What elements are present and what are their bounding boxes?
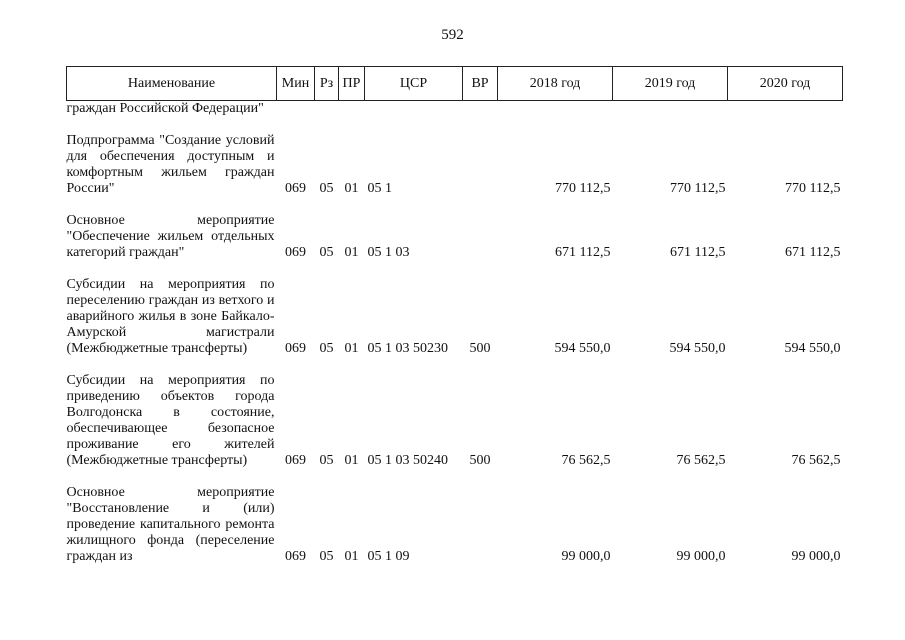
row-2019: 99 000,0 bbox=[676, 549, 726, 564]
header-2019: 2019 год bbox=[613, 67, 728, 101]
row-vr bbox=[463, 133, 498, 197]
row-vr bbox=[463, 485, 498, 565]
row-name: Основное мероприятие "Обеспечение жильем отдельных категорий граждан" bbox=[66, 213, 275, 260]
row-2018: 76 562,5 bbox=[561, 453, 611, 468]
row-csr: 05 1 03 50240 bbox=[367, 453, 448, 468]
row-gap bbox=[67, 197, 843, 213]
row-2019: 594 550,0 bbox=[669, 341, 726, 356]
row-2020: 671 112,5 bbox=[785, 245, 841, 260]
header-csr: ЦСР bbox=[365, 67, 463, 101]
table-row bbox=[67, 485, 843, 565]
row-2019: 671 112,5 bbox=[670, 245, 726, 260]
row-pr bbox=[339, 101, 365, 118]
row-pr: 01 bbox=[344, 181, 359, 196]
header-vr: ВР bbox=[463, 67, 498, 101]
header-min: Мин bbox=[277, 67, 315, 101]
row-2019: 770 112,5 bbox=[670, 181, 726, 196]
row-name: граждан Российской Федерации" bbox=[66, 101, 264, 116]
row-name: Основное мероприятие "Восстановление и (или) проведение капитального ремонта жилищного фонда (переселение граждан из bbox=[66, 485, 275, 564]
row-min: 069 bbox=[285, 453, 306, 468]
row-min: 069 bbox=[285, 181, 306, 196]
row-min: 069 bbox=[285, 341, 306, 356]
table-header-row bbox=[67, 67, 843, 101]
row-vr: 500 bbox=[469, 453, 491, 468]
table-row bbox=[67, 277, 843, 357]
row-2020: 594 550,0 bbox=[784, 341, 841, 356]
budget-table bbox=[66, 66, 843, 565]
table-row bbox=[67, 213, 843, 261]
row-rz bbox=[315, 101, 339, 118]
table-row bbox=[67, 133, 843, 197]
row-2019 bbox=[613, 101, 728, 118]
row-pr: 01 bbox=[344, 453, 359, 468]
row-csr bbox=[365, 101, 463, 118]
row-pr: 01 bbox=[344, 245, 359, 260]
row-csr: 05 1 09 bbox=[367, 549, 410, 564]
row-2018: 594 550,0 bbox=[554, 341, 611, 356]
row-min: 069 bbox=[285, 245, 306, 260]
row-2018: 99 000,0 bbox=[561, 549, 611, 564]
row-rz: 05 bbox=[319, 245, 334, 260]
row-min bbox=[277, 101, 315, 118]
row-rz: 05 bbox=[319, 453, 334, 468]
row-csr: 05 1 bbox=[367, 181, 392, 196]
row-vr bbox=[463, 101, 498, 118]
row-csr: 05 1 03 bbox=[367, 245, 410, 260]
table-row bbox=[67, 373, 843, 469]
row-2020: 770 112,5 bbox=[785, 181, 841, 196]
row-2020: 76 562,5 bbox=[791, 453, 841, 468]
row-pr: 01 bbox=[344, 341, 359, 356]
row-2020 bbox=[728, 101, 843, 118]
header-2018: 2018 год bbox=[498, 67, 613, 101]
row-min: 069 bbox=[285, 549, 306, 564]
row-name: Подпрограмма "Создание условий для обеспечения доступным и комфортным жильем граждан России" bbox=[66, 133, 275, 196]
row-2020: 99 000,0 bbox=[791, 549, 841, 564]
row-name: Субсидии на мероприятия по приведению объектов города Волгодонска в состояние, обеспечивающее безопасное проживание его жителей (Межбюджетные трансферты) bbox=[66, 373, 275, 468]
row-gap bbox=[67, 469, 843, 485]
page-number: 592 bbox=[441, 27, 464, 43]
row-name: Субсидии на мероприятия по переселению граждан из ветхого и аварийного жилья в зоне Байкало-Амурской магистрали (Межбюджетные трансферты) bbox=[66, 277, 275, 356]
row-pr: 01 bbox=[344, 549, 359, 564]
header-2020: 2020 год bbox=[728, 67, 843, 101]
row-rz: 05 bbox=[319, 341, 334, 356]
row-rz: 05 bbox=[319, 549, 334, 564]
row-gap bbox=[67, 357, 843, 373]
row-vr: 500 bbox=[469, 341, 491, 356]
row-2018: 770 112,5 bbox=[555, 181, 611, 196]
row-2019: 76 562,5 bbox=[676, 453, 726, 468]
header-name: Наименование bbox=[67, 67, 277, 101]
header-pr: ПР bbox=[339, 67, 365, 101]
row-gap bbox=[67, 261, 843, 277]
table-row bbox=[67, 101, 843, 118]
row-2018: 671 112,5 bbox=[555, 245, 611, 260]
row-gap bbox=[67, 117, 843, 133]
row-vr bbox=[463, 213, 498, 261]
header-rz: Рз bbox=[315, 67, 339, 101]
row-rz: 05 bbox=[319, 181, 334, 196]
row-csr: 05 1 03 50230 bbox=[367, 341, 448, 356]
row-2018 bbox=[498, 101, 613, 118]
